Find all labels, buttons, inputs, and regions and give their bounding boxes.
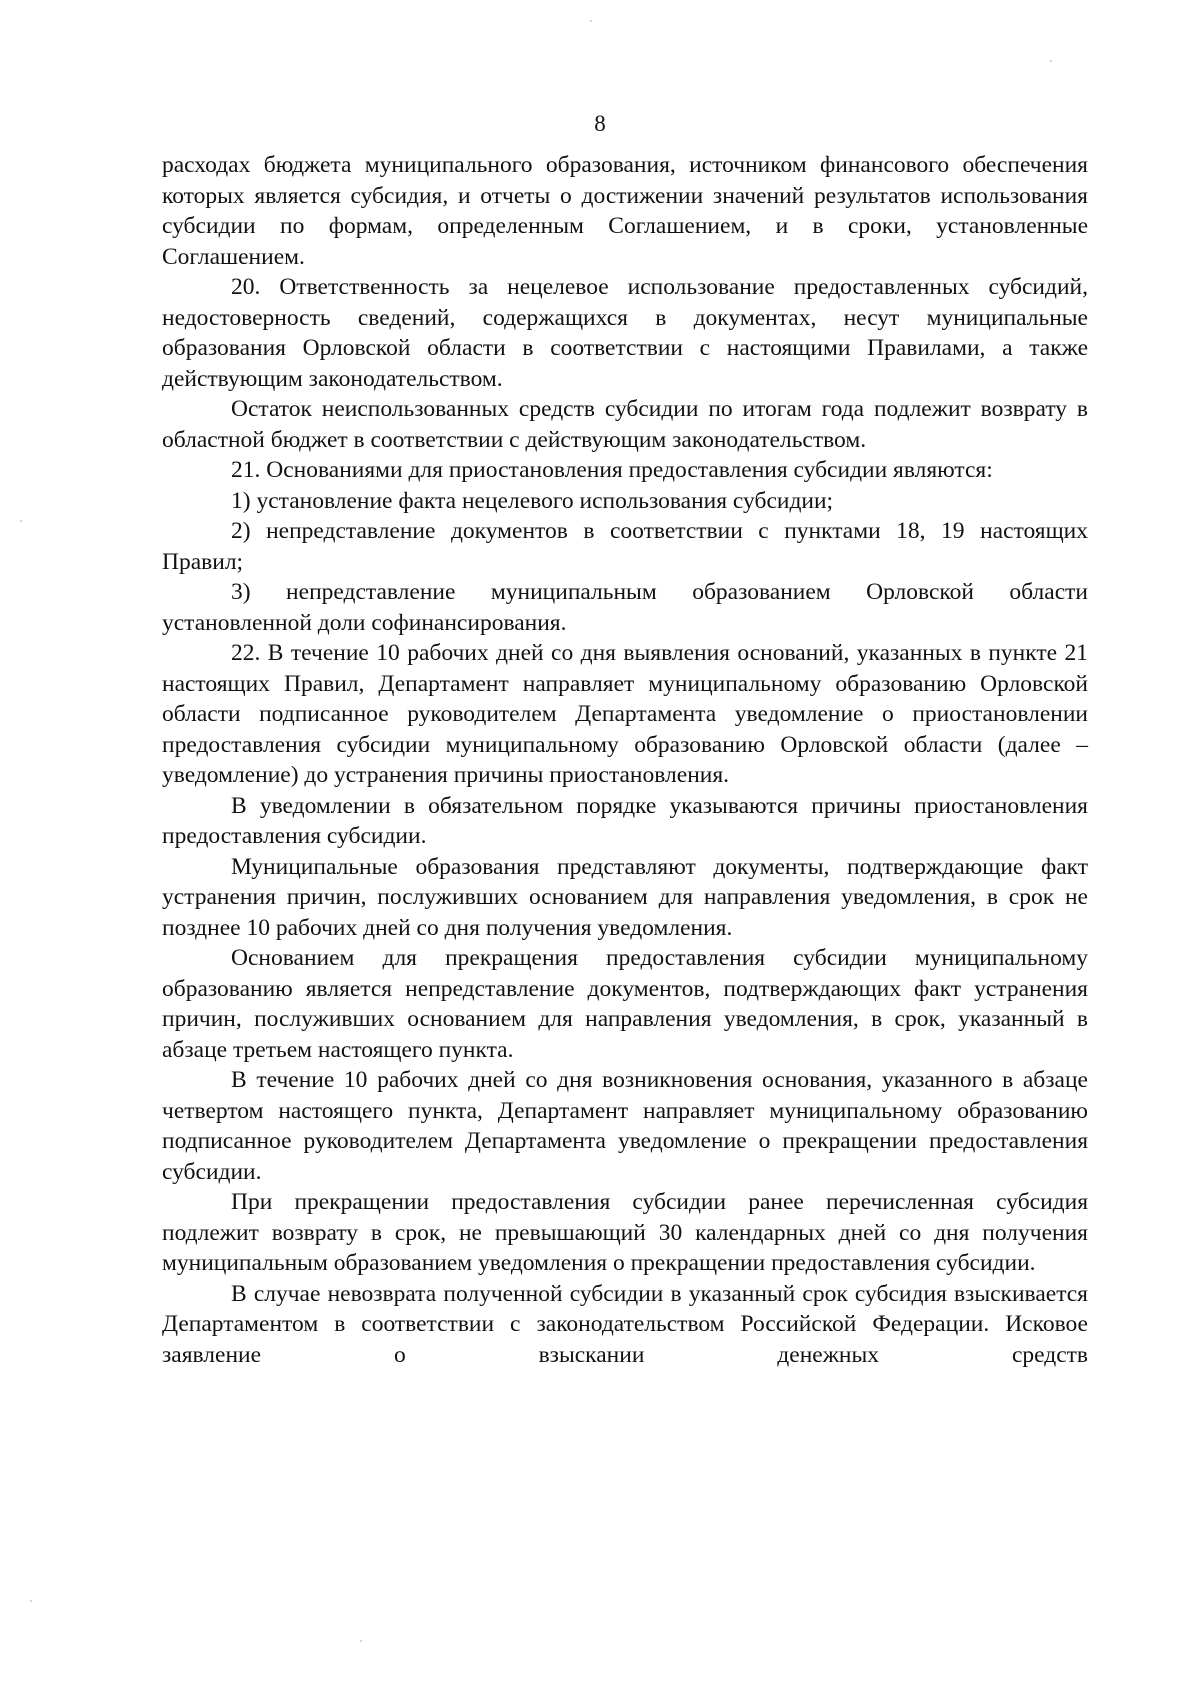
paragraph-recovery: В случае невозврата полученной субсидии в указанный срок субсидия взыскивается Департаментом в соответствии с законодательством Российской Федерации. Исковое заявление о взыскании денежных средств [162, 1280, 1088, 1368]
paragraph-remaining-funds: Остаток неиспользованных средств субсидии по итогам года подлежит возврату в областной бюджет в соответствии с действующим законодательством. [162, 396, 1088, 453]
list-item-3: 3) непредставление муниципальным образованием Орловской области установленной доли софинансирования. [162, 579, 1088, 636]
scan-speck [1050, 60, 1052, 62]
scan-speck [30, 1600, 32, 1602]
document-body [162, 150, 1088, 1370]
paragraph-documents-submission: Муниципальные образования представляют документы, подтверждающие факт устранения причин, послуживших основанием для направления уведомления, в срок не позднее 10 рабочих дней со дня получения уведомления. [162, 853, 1088, 941]
scan-speck [590, 20, 592, 22]
paragraph-termination-notice: В течение 10 рабочих дней со дня возникновения основания, указанного в абзаце четвертом настоящего пункта, Департамент направляет муниципальному образованию подписанное руководителем Департамента уведомление о прекращении предоставления субсидии. [162, 1067, 1088, 1185]
paragraph-notification-reasons: В уведомлении в обязательном порядке указываются причины приостановления предоставления субсидии. [162, 792, 1088, 849]
paragraph-termination-grounds: Основанием для прекращения предоставления субсидии муниципальному образованию является непредставление документов, подтверждающих факт устранения причин, послуживших основанием для направления уведомления, в срок, указанный в абзаце третьем настоящего пункта. [162, 945, 1088, 1063]
list-item-1: 1) установление факта нецелевого использования субсидии; [231, 487, 834, 514]
list-item-2: 2) непредставление документов в соответствии с пунктами 18, 19 настоящих Правил; [162, 518, 1088, 575]
paragraph-continuation: расходах бюджета муниципального образования, источником финансового обеспечения которых является субсидия, и отчеты о достижении значений результатов использования субсидии по формам, определенным Соглашением, и в сроки, установленные Соглашением. [162, 152, 1088, 270]
paragraph-refund: При прекращении предоставления субсидии ранее перечисленная субсидия подлежит возврату в срок, не превышающий 30 календарных дней со дня получения муниципальным образованием уведомления о прекращении предоставления субсидии. [162, 1189, 1088, 1276]
scan-speck [20, 520, 22, 522]
scan-speck [360, 1640, 362, 1642]
paragraph-item-22: 22. В течение 10 рабочих дней со дня выявления оснований, указанных в пункте 21 настоящих Правил, Департамент направляет муниципальному образованию Орловской области подписанное руководителем Департамента уведомление о приостановлении предоставления субсидии муниципальному образованию Орловской области (далее – уведомление) до устранения причины приостановления. [162, 640, 1088, 788]
paragraph-item-20: 20. Ответственность за нецелевое использование предоставленных субсидий, недостоверность сведений, содержащихся в документах, несут муниципальные образования Орловской области в соответствии с настоящими Правилами, а также действующим законодательством. [162, 274, 1088, 392]
paragraph-item-21: 21. Основаниями для приостановления предоставления субсидии являются: [231, 457, 993, 483]
page-number: 8 [594, 111, 606, 136]
